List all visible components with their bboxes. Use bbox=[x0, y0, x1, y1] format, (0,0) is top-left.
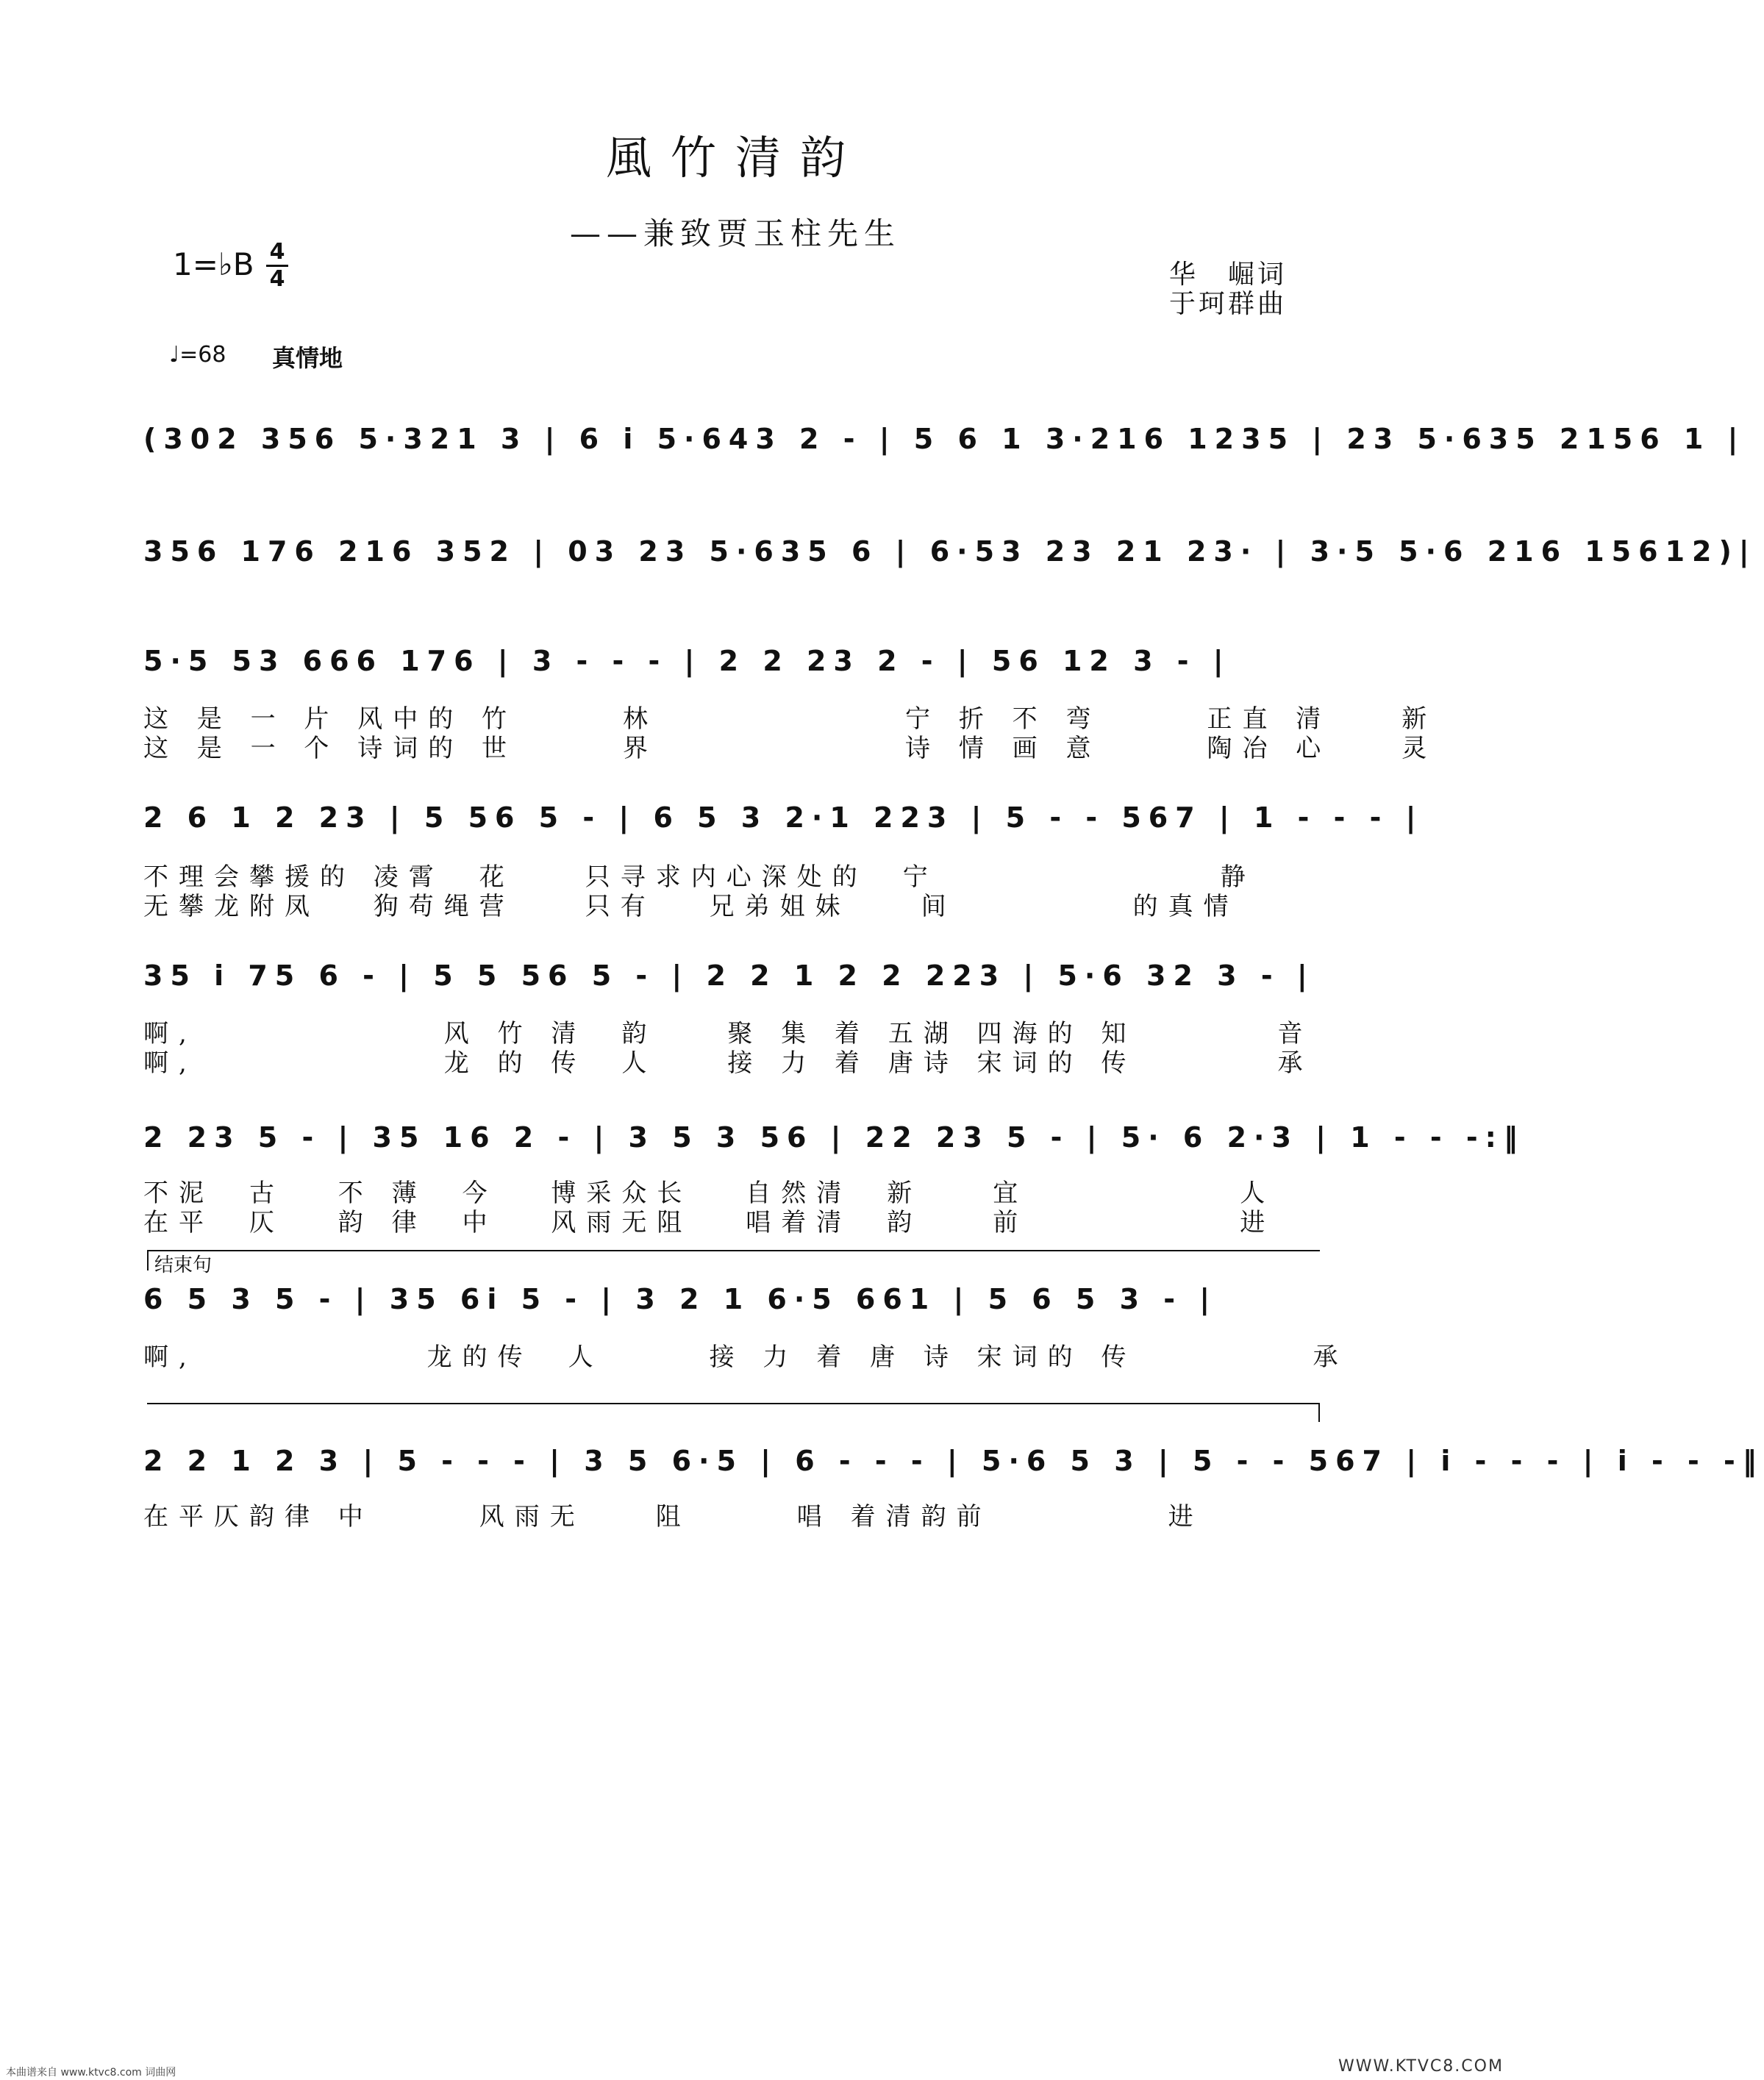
watermark-left: 本曲谱来自 www.ktvc8.com 词曲网 bbox=[6, 2067, 176, 2079]
tempo-marking: ♩=68 bbox=[169, 342, 226, 368]
notation-text: 2 6 1 2 23 | 5 56 5 - | 6 5 3 2·1 223 | 5 - - 567 | 1 - - - | bbox=[143, 801, 1424, 834]
notation-text: 35 i 75 6 - | 5 5 56 5 - | 2 2 1 2 2 223 | 5·6 32 3 - | bbox=[143, 959, 1315, 992]
composer-credit: 于珂群曲 bbox=[1169, 289, 1288, 319]
watermark-right: WWW.KTVC8.COM bbox=[1338, 2057, 1504, 2076]
lyric-line: 啊, 龙的传 人 接 力 着 唐 诗 宋词的 传 承 bbox=[143, 1343, 1349, 1372]
key-signature: 1=♭B bbox=[173, 246, 254, 282]
notation-line-2 bbox=[143, 535, 1757, 587]
ending-label: 结束句 bbox=[154, 1254, 213, 1276]
notation-text: 2 2 1 2 3 | 5 - - - | 3 5 6·5 | 6 - - - | 5·6 5 3 | 5 - - 567 | i - - - | i - - -‖ bbox=[143, 1445, 1764, 1477]
lyric-verse-1: 不理会攀援的 凌霄 花 只寻求内心深处的 宁 静 bbox=[143, 862, 1256, 892]
lyric-verse-2: 无攀龙附凤 狗苟绳营 只有 兄弟姐妹 间 的真情 bbox=[143, 892, 1239, 921]
ending-bracket-tick bbox=[1318, 1403, 1320, 1422]
notation-line-1 bbox=[143, 423, 1746, 474]
lyric-verse-1: 这 是 一 片 风中的 竹 林 宁 折 不 弯 正直 清 新 bbox=[143, 704, 1438, 734]
time-signature bbox=[266, 240, 288, 292]
song-title: 風竹清韵 bbox=[605, 131, 865, 185]
notation-line-7 bbox=[143, 1283, 1327, 1334]
notation-line-5 bbox=[143, 959, 1327, 1011]
lyric-line: 在平仄韵律 中 风雨无 阻 唱 着清韵前 进 bbox=[143, 1502, 1204, 1532]
notation-text: 5·5 53 666 176 | 3 - - - | 2 2 23 2 - | 56 12 3 - | bbox=[143, 645, 1231, 677]
song-subtitle: ——兼致贾玉柱先生 bbox=[569, 215, 901, 251]
notation-line-3 bbox=[143, 645, 1327, 696]
lyric-verse-1: 不泥 古 不 薄 今 博采众长 自然清 新 宜 人 bbox=[143, 1179, 1276, 1208]
notation-text: (302 356 5·321 3 | 6 i 5·643 2 - | 5 6 1 3·216 1235 | 23 5·635 2156 1 | bbox=[143, 423, 1746, 455]
meter-denominator: 4 bbox=[266, 265, 288, 292]
notation-line-4 bbox=[143, 801, 1424, 853]
ending-bracket-tick bbox=[147, 1250, 149, 1270]
notation-text: 6 5 3 5 - | 35 6i 5 - | 3 2 1 6·5 661 | 5 6 5 3 - | bbox=[143, 1283, 1218, 1315]
expression-marking: 真情地 bbox=[272, 344, 343, 372]
lyric-verse-2: 啊, 龙 的 传 人 接 力 着 唐诗 宋词的 传 承 bbox=[143, 1048, 1313, 1078]
lyric-verse-1: 啊, 风 竹 清 韵 聚 集 着 五湖 四海的 知 音 bbox=[143, 1019, 1313, 1048]
ending-bracket-line bbox=[147, 1250, 1320, 1251]
notation-line-8 bbox=[143, 1445, 1764, 1496]
lyric-verse-2: 这 是 一 个 诗词的 世 界 诗 情 画 意 陶冶 心 灵 bbox=[143, 734, 1438, 763]
ending-bracket-line bbox=[147, 1403, 1320, 1404]
notation-line-6 bbox=[143, 1121, 1525, 1173]
notation-text: 2 23 5 - | 35 16 2 - | 3 5 3 56 | 22 23 5 - | 5· 6 2·3 | 1 - - -:‖ bbox=[143, 1121, 1525, 1154]
notation-text: 356 176 216 352 | 03 23 5·635 6 | 6·53 23 21 23· | 3·5 5·6 216 15612)| bbox=[143, 535, 1757, 568]
lyricist-credit: 华 崛词 bbox=[1169, 260, 1288, 290]
meter-numerator: 4 bbox=[269, 239, 285, 265]
lyric-verse-2: 在平 仄 韵 律 中 风雨无阻 唱着清 韵 前 进 bbox=[143, 1208, 1276, 1237]
